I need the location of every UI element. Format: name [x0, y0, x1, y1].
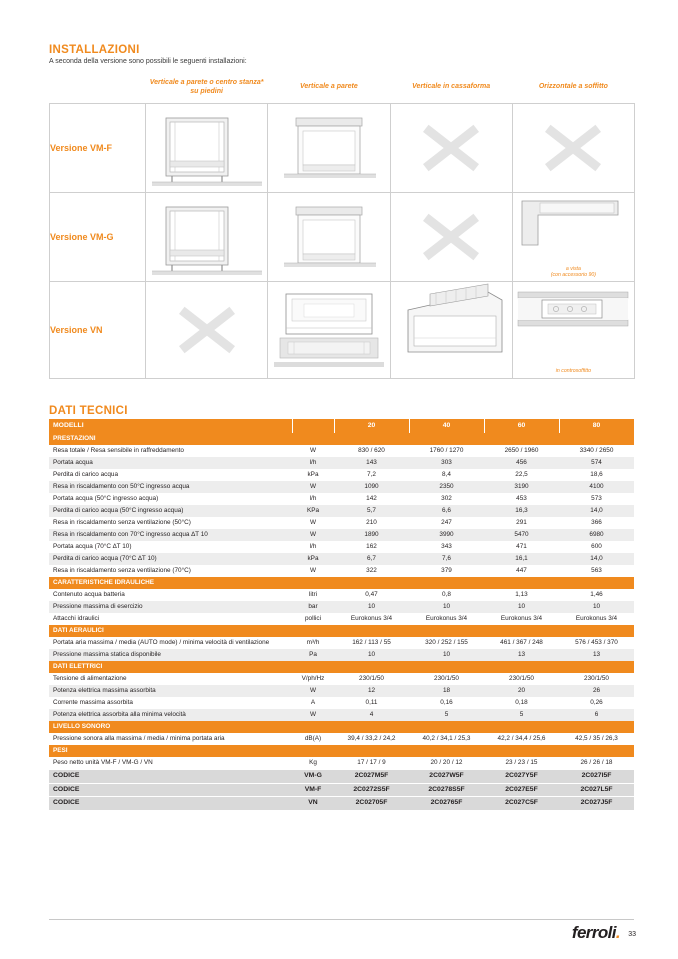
tech-row-value-1: 10 — [409, 649, 484, 661]
install-cell-vn-3 — [512, 281, 634, 378]
tech-row-value-0: 6,7 — [334, 553, 409, 565]
tech-row-value-1: 1760 / 1270 — [409, 445, 484, 457]
tech-row-value-2: 2650 / 1960 — [484, 445, 559, 457]
tech-row-value-1: 8,4 — [409, 469, 484, 481]
tech-code-value-1: 2C02765F — [409, 797, 484, 810]
tech-header-unit — [292, 419, 334, 433]
tech-row-value-1: 0,16 — [409, 697, 484, 709]
tech-code-value-1: 2C0278S5F — [409, 783, 484, 796]
installations-row-label: Versione VM-F — [50, 103, 146, 192]
tech-row-value-0: Eurokonus 3/4 — [334, 613, 409, 625]
installations-title: INSTALLAZIONI — [49, 44, 140, 56]
tech-row-value-3: 1,46 — [559, 589, 634, 601]
drawing-vertical-wall — [268, 193, 389, 281]
tech-header-model-3: 80 — [559, 419, 634, 433]
tech-row-value-0: 322 — [334, 565, 409, 577]
tech-code-value-2: 2C027E5F — [484, 783, 559, 796]
tech-row-value-2: 447 — [484, 565, 559, 577]
tech-code-value-2: 2C027Y5F — [484, 770, 559, 783]
install-cell-vmf-2 — [390, 103, 512, 192]
tech-header-model-2: 60 — [484, 419, 559, 433]
tech-row-value-2: 3190 — [484, 481, 559, 493]
tech-row-value-0: 162 / 113 / 55 — [334, 637, 409, 649]
tech-row-unit: l/h — [292, 541, 334, 553]
tech-header-model-0: 20 — [334, 419, 409, 433]
unit-vertical-wall-svg — [270, 193, 388, 281]
tech-row-value-2: 230/1/50 — [484, 673, 559, 685]
drawing-false-ceiling — [513, 282, 634, 378]
tech-row-value-1: Eurokonus 3/4 — [409, 613, 484, 625]
installations-col-header-2 — [390, 73, 512, 103]
tech-row-value-1: 302 — [409, 493, 484, 505]
tech-row-value-0: 162 — [334, 541, 409, 553]
col-header-label: Verticale in cassaforma — [412, 83, 491, 91]
tech-data-row — [49, 673, 634, 685]
drawing-naked-horizontal — [268, 282, 389, 378]
tech-row-value-2: 42,2 / 34,4 / 25,6 — [484, 733, 559, 745]
tech-row-value-2: 456 — [484, 457, 559, 469]
tech-row-value-3: 10 — [559, 601, 634, 613]
tech-row-value-1: 10 — [409, 601, 484, 613]
tech-row-value-0: 230/1/50 — [334, 673, 409, 685]
install-cell-vn-1 — [268, 281, 390, 378]
tech-group-label: PRESTAZIONI — [49, 433, 634, 445]
tech-row-name: Portata acqua — [49, 457, 292, 469]
cell-caption — [513, 368, 634, 375]
tech-row-value-0: 1890 — [334, 529, 409, 541]
tech-code-label: CODICE — [49, 770, 292, 783]
tech-code-value-0: 2C027M5F — [334, 770, 409, 783]
installations-subtitle: A seconda della versione sono possibili le seguenti installazioni: — [49, 58, 247, 65]
tech-row-value-3: 18,6 — [559, 469, 634, 481]
tech-row-name: Resa totale / Resa sensibile in raffreddamento — [49, 445, 292, 457]
tech-row-value-2: 461 / 367 / 248 — [484, 637, 559, 649]
tech-data-row — [49, 505, 634, 517]
tech-row-name: Portata acqua (70°C ∆T 10) — [49, 541, 292, 553]
tech-row-name: Attacchi idraulici — [49, 613, 292, 625]
drawing-vertical-feet — [146, 104, 267, 192]
tech-row-value-3: 42,5 / 35 / 26,3 — [559, 733, 634, 745]
tech-data-row — [49, 541, 634, 553]
tech-row-value-3: 14,0 — [559, 505, 634, 517]
tech-code-value-3: 2C027I5F — [559, 770, 634, 783]
caption-line-1: in controsoffitto — [555, 368, 591, 374]
install-cell-vmg-0 — [146, 192, 268, 281]
tech-row-value-0: 5,7 — [334, 505, 409, 517]
unit-formwork-svg — [392, 282, 510, 374]
tech-row-value-0: 17 / 17 / 9 — [334, 757, 409, 770]
tech-code-version: VN — [292, 797, 334, 810]
tech-group-row — [49, 577, 634, 589]
caption-line-2: (con accessorio 90) — [550, 272, 597, 278]
tech-header-models: MODELLI — [49, 419, 292, 433]
tech-row-unit: W — [292, 685, 334, 697]
tech-data-row — [49, 589, 634, 601]
tech-row-value-2: 453 — [484, 493, 559, 505]
tech-row-value-3: 366 — [559, 517, 634, 529]
tech-row-name: Resa in riscaldamento con 70°C ingresso acqua ∆T 10 — [49, 529, 292, 541]
tech-data-row — [49, 457, 634, 469]
tech-row-name: Portata acqua (50°C ingresso acqua) — [49, 493, 292, 505]
tech-row-value-1: 247 — [409, 517, 484, 529]
tech-row-value-1: 320 / 252 / 155 — [409, 637, 484, 649]
tech-row-value-1: 7,6 — [409, 553, 484, 565]
tech-row-value-3: 574 — [559, 457, 634, 469]
install-cell-vmf-0 — [146, 103, 268, 192]
tech-data-row — [49, 565, 634, 577]
installations-row-vmf — [50, 103, 635, 192]
tech-row-unit: pollici — [292, 613, 334, 625]
col-header-label: Verticale a parete o centro stanza* su piedini — [149, 79, 264, 95]
col-header-label: Verticale a parete — [300, 83, 358, 91]
tech-row-value-3: 573 — [559, 493, 634, 505]
tech-row-value-1: 20 / 20 / 12 — [409, 757, 484, 770]
tech-group-label: DATI ELETTRICI — [49, 661, 634, 673]
tech-row-value-2: 13 — [484, 649, 559, 661]
technical-data-table — [49, 419, 635, 810]
tech-row-value-2: 16,3 — [484, 505, 559, 517]
install-cell-vmg-3 — [512, 192, 634, 281]
tech-row-name: Contenuto acqua batteria — [49, 589, 292, 601]
unit-false-ceiling-svg — [514, 282, 632, 352]
tech-code-label: CODICE — [49, 797, 292, 810]
tech-code-value-2: 2C027C5F — [484, 797, 559, 810]
tech-row-value-2: Eurokonus 3/4 — [484, 613, 559, 625]
tech-code-value-0: 2C0272S5F — [334, 783, 409, 796]
installations-col-header-1 — [268, 73, 390, 103]
tech-row-value-3: 6 — [559, 709, 634, 721]
tech-row-name: Resa in riscaldamento senza ventilazione (70°C) — [49, 565, 292, 577]
installations-row-label: Versione VN — [50, 281, 146, 378]
footer-divider — [49, 919, 634, 920]
unit-ceiling-svg — [514, 193, 632, 259]
tech-row-value-2: 23 / 23 / 15 — [484, 757, 559, 770]
tech-row-value-2: 16,1 — [484, 553, 559, 565]
unit-naked-svg — [270, 282, 388, 374]
cross-icon — [146, 282, 267, 378]
tech-row-unit: W — [292, 565, 334, 577]
tech-row-unit: W — [292, 481, 334, 493]
tech-row-unit: W — [292, 445, 334, 457]
tech-row-value-1: 2350 — [409, 481, 484, 493]
installations-row-vmg — [50, 192, 635, 281]
tech-row-value-3: 6980 — [559, 529, 634, 541]
tech-row-value-3: 14,0 — [559, 553, 634, 565]
not-available-cross — [513, 104, 634, 192]
tech-data-row — [49, 709, 634, 721]
cross-icon — [391, 193, 512, 281]
tech-row-value-1: 379 — [409, 565, 484, 577]
tech-row-value-3: 600 — [559, 541, 634, 553]
installations-row-label: Versione VM-G — [50, 192, 146, 281]
install-cell-vmg-2 — [390, 192, 512, 281]
tech-data-row — [49, 637, 634, 649]
tech-data-row — [49, 553, 634, 565]
tech-row-name: Perdita di carico acqua (70°C ∆T 10) — [49, 553, 292, 565]
tech-row-value-2: 471 — [484, 541, 559, 553]
tech-row-value-0: 4 — [334, 709, 409, 721]
brand-dot: . — [615, 923, 620, 942]
unit-vertical-wall-svg — [270, 104, 388, 192]
tech-row-value-1: 18 — [409, 685, 484, 697]
tech-code-row — [49, 797, 634, 810]
tech-row-unit: kPa — [292, 469, 334, 481]
cross-icon — [513, 104, 634, 192]
col-header-label: Orizzontale a soffitto — [538, 83, 608, 91]
drawing-formwork — [391, 282, 512, 378]
tech-data-row — [49, 697, 634, 709]
tech-row-name: Resa in riscaldamento senza ventilazione (50°C) — [49, 517, 292, 529]
tech-row-value-3: 13 — [559, 649, 634, 661]
drawing-vertical-feet — [146, 193, 267, 281]
brand-text: ferroli — [571, 923, 616, 942]
tech-row-value-1: 230/1/50 — [409, 673, 484, 685]
installations-col-header-0 — [146, 73, 268, 103]
tech-row-value-1: 0,8 — [409, 589, 484, 601]
tech-row-value-1: 6,6 — [409, 505, 484, 517]
tech-row-value-1: 40,2 / 34,1 / 25,3 — [409, 733, 484, 745]
unit-vertical-feet-svg — [148, 193, 266, 281]
tech-group-row — [49, 625, 634, 637]
tech-row-value-3: Eurokonus 3/4 — [559, 613, 634, 625]
tech-row-name: Pressione massima statica disponibile — [49, 649, 292, 661]
tech-row-name: Potenza elettrica assorbita alla minima velocità — [49, 709, 292, 721]
tech-row-unit: dB(A) — [292, 733, 334, 745]
tech-data-row — [49, 445, 634, 457]
installations-section — [49, 44, 634, 379]
tech-row-value-1: 5 — [409, 709, 484, 721]
tech-row-value-0: 39,4 / 33,2 / 24,2 — [334, 733, 409, 745]
tech-row-value-3: 563 — [559, 565, 634, 577]
tech-code-value-3: 2C027J5F — [559, 797, 634, 810]
install-cell-vmf-3 — [512, 103, 634, 192]
cell-caption — [513, 266, 634, 279]
tech-row-name: Potenza elettrica massima assorbita — [49, 685, 292, 697]
tech-row-unit: W — [292, 529, 334, 541]
tech-row-value-3: 576 / 453 / 370 — [559, 637, 634, 649]
tech-row-value-0: 0,47 — [334, 589, 409, 601]
tech-row-value-3: 3340 / 2650 — [559, 445, 634, 457]
tech-code-label: CODICE — [49, 783, 292, 796]
tech-group-row — [49, 433, 634, 445]
tech-row-value-0: 7,2 — [334, 469, 409, 481]
tech-code-row — [49, 770, 634, 783]
tech-row-value-0: 10 — [334, 601, 409, 613]
tech-data-row — [49, 601, 634, 613]
tech-data-row — [49, 685, 634, 697]
caption-line-1: a vista — [565, 265, 581, 272]
drawing-vertical-wall — [268, 104, 389, 192]
tech-row-value-3: 0,26 — [559, 697, 634, 709]
tech-group-row — [49, 721, 634, 733]
tech-row-value-0: 1090 — [334, 481, 409, 493]
tech-row-value-3: 26 / 26 / 18 — [559, 757, 634, 770]
tech-data-row — [49, 733, 634, 745]
tech-row-unit: litri — [292, 589, 334, 601]
tech-row-name: Perdita di carico acqua — [49, 469, 292, 481]
page-footer — [0, 919, 678, 945]
tech-code-value-1: 2C027W5F — [409, 770, 484, 783]
tech-row-value-2: 5470 — [484, 529, 559, 541]
brand-logo — [572, 923, 620, 943]
tech-row-unit: V/ph/Hz — [292, 673, 334, 685]
tech-code-value-3: 2C027L5F — [559, 783, 634, 796]
tech-data-row — [49, 481, 634, 493]
tech-row-name: Corrente massima assorbita — [49, 697, 292, 709]
tech-group-label: CARATTERISTICHE IDRAULICHE — [49, 577, 634, 589]
installations-col-header-3 — [512, 73, 634, 103]
tech-row-unit: l/h — [292, 457, 334, 469]
tech-row-value-3: 26 — [559, 685, 634, 697]
tech-code-value-0: 2C02705F — [334, 797, 409, 810]
tech-row-unit: KPa — [292, 505, 334, 517]
not-available-cross — [391, 104, 512, 192]
tech-row-name: Portata aria massima / media (AUTO mode) / minima velocità di ventilazione — [49, 637, 292, 649]
installations-header-row — [50, 73, 635, 103]
tech-row-name: Perdita di carico acqua (50°C ingresso acqua) — [49, 505, 292, 517]
tech-row-unit: W — [292, 517, 334, 529]
tech-group-row — [49, 745, 634, 757]
tech-row-name: Pressione sonora alla massima / media / minima portata aria — [49, 733, 292, 745]
tech-row-value-0: 210 — [334, 517, 409, 529]
installations-row-vn — [50, 281, 635, 378]
tech-row-value-2: 22,5 — [484, 469, 559, 481]
tech-row-unit: bar — [292, 601, 334, 613]
not-available-cross — [146, 282, 267, 378]
tech-code-version: VM-F — [292, 783, 334, 796]
tech-code-row — [49, 783, 634, 796]
tech-row-value-0: 12 — [334, 685, 409, 697]
tech-data-row — [49, 757, 634, 770]
tech-row-value-0: 830 / 620 — [334, 445, 409, 457]
tech-row-value-1: 343 — [409, 541, 484, 553]
tech-row-name: Pressione massima di esercizio — [49, 601, 292, 613]
page-number: 33 — [628, 931, 636, 938]
tech-row-value-3: 4100 — [559, 481, 634, 493]
tech-row-value-2: 0,18 — [484, 697, 559, 709]
tech-data-row — [49, 493, 634, 505]
tech-group-row — [49, 661, 634, 673]
tech-row-unit: A — [292, 697, 334, 709]
tech-row-value-0: 0,11 — [334, 697, 409, 709]
tech-row-name: Tensione di alimentazione — [49, 673, 292, 685]
tech-data-row — [49, 517, 634, 529]
tech-data-row — [49, 613, 634, 625]
not-available-cross — [391, 193, 512, 281]
tech-row-value-2: 10 — [484, 601, 559, 613]
installations-corner — [50, 73, 146, 103]
tech-data-row — [49, 469, 634, 481]
tech-row-value-2: 20 — [484, 685, 559, 697]
tech-row-value-0: 10 — [334, 649, 409, 661]
tech-row-unit: W — [292, 709, 334, 721]
tech-row-value-0: 143 — [334, 457, 409, 469]
installations-table — [49, 73, 635, 379]
tech-row-value-0: 142 — [334, 493, 409, 505]
unit-vertical-feet-svg — [148, 104, 266, 192]
tech-row-value-2: 5 — [484, 709, 559, 721]
technical-data-section — [49, 405, 634, 810]
install-cell-vmf-1 — [268, 103, 390, 192]
drawing-ceiling — [513, 193, 634, 281]
tech-data-row — [49, 529, 634, 541]
tech-row-unit: Kg — [292, 757, 334, 770]
tech-group-label: LIVELLO SONORO — [49, 721, 634, 733]
tech-row-unit: m³/h — [292, 637, 334, 649]
install-cell-vn-0 — [146, 281, 268, 378]
tech-row-unit: Pa — [292, 649, 334, 661]
tech-row-value-3: 230/1/50 — [559, 673, 634, 685]
tech-header-row — [49, 419, 634, 433]
tech-data-row — [49, 649, 634, 661]
tech-header-model-1: 40 — [409, 419, 484, 433]
tech-row-value-2: 291 — [484, 517, 559, 529]
tech-group-label: PESI — [49, 745, 634, 757]
tech-code-version: VM-G — [292, 770, 334, 783]
tech-row-value-1: 3990 — [409, 529, 484, 541]
tech-row-unit: kPa — [292, 553, 334, 565]
tech-group-label: DATI AERAULICI — [49, 625, 634, 637]
tech-row-value-2: 1,13 — [484, 589, 559, 601]
tech-row-value-1: 303 — [409, 457, 484, 469]
tech-row-name: Peso netto unità VM-F / VM-G / VN — [49, 757, 292, 770]
install-cell-vmg-1 — [268, 192, 390, 281]
tech-row-unit: l/h — [292, 493, 334, 505]
cross-icon — [391, 104, 512, 192]
tech-row-name: Resa in riscaldamento con 50°C ingresso acqua — [49, 481, 292, 493]
install-cell-vn-2 — [390, 281, 512, 378]
technical-data-title: DATI TECNICI — [49, 405, 128, 417]
